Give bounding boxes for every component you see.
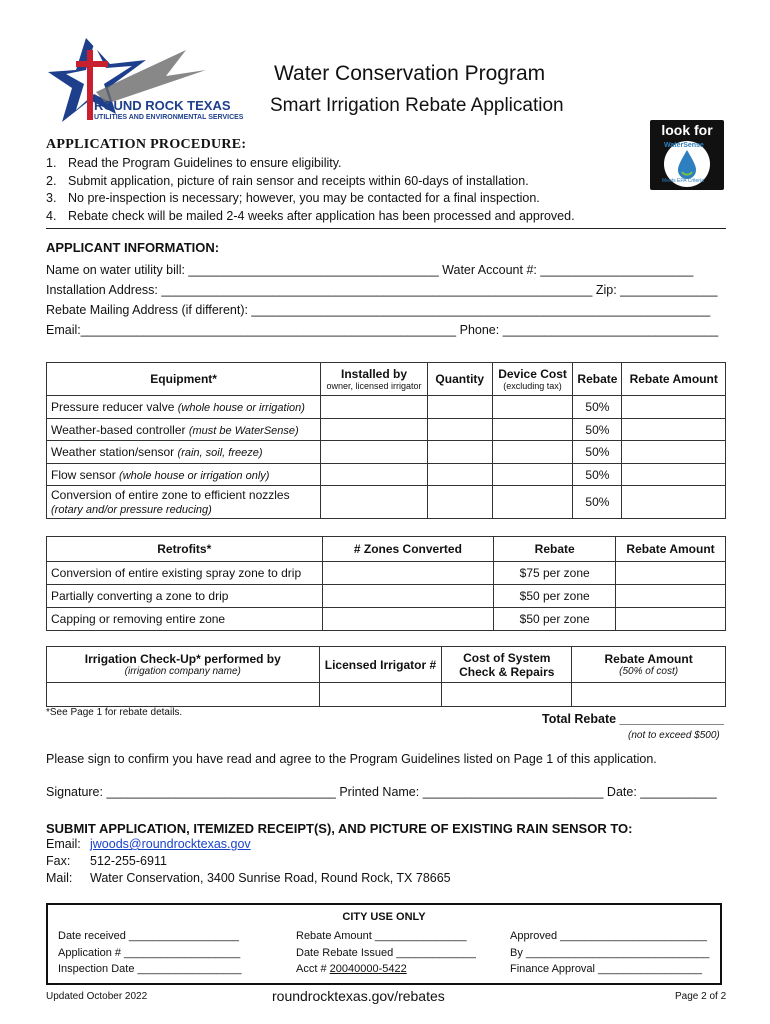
watersense-badge bbox=[650, 120, 724, 190]
col-installed-by: Installed by owner, licensed irrigator bbox=[321, 363, 428, 396]
footer-updated: Updated October 2022 bbox=[46, 991, 148, 1002]
footer-page-number: Page 2 of 2 bbox=[675, 991, 727, 1002]
col-rebate: Rebate bbox=[573, 363, 622, 396]
device-cost-cell[interactable] bbox=[492, 419, 573, 441]
logo-text: ROUND ROCK TEXAS bbox=[94, 98, 231, 113]
procedure-step: 4. Rebate check will be mailed 2-4 weeks after application has been processed and approved. bbox=[46, 208, 575, 223]
confirm-text: Please sign to confirm you have read and agree to the Program Guidelines listed on Page 1 of this application. bbox=[46, 752, 657, 766]
quantity-cell[interactable] bbox=[427, 464, 492, 486]
page-title: Water Conservation Program bbox=[274, 62, 546, 85]
acct-number: 20040000-5422 bbox=[329, 963, 407, 975]
col-device-cost: Device Cost (excluding tax) bbox=[492, 363, 573, 396]
retrofit-header-row bbox=[47, 537, 726, 562]
submit-fax: Fax: 512-255-6911 bbox=[46, 854, 167, 868]
table-row: Pressure reducer valve (whole house or irrigation) 50% bbox=[47, 396, 726, 419]
company-cell[interactable] bbox=[47, 683, 320, 707]
device-cost-cell[interactable] bbox=[492, 464, 573, 486]
installed-by-cell[interactable] bbox=[321, 486, 428, 519]
table-row: Flow sensor (whole house or irrigation only) 50% bbox=[47, 464, 726, 486]
email-link[interactable]: jwoods@roundrocktexas.gov bbox=[90, 837, 251, 851]
watersense-brand: WaterSense bbox=[664, 142, 704, 149]
mailing-address-field[interactable]: Rebate Mailing Address (if different): __________________________________________________________________ bbox=[46, 303, 711, 317]
cost-cell[interactable] bbox=[442, 683, 572, 707]
city-col-3: Approved ________________________ By ______________________________ Finance Approval _________________ bbox=[510, 930, 710, 975]
quantity-cell[interactable] bbox=[427, 441, 492, 464]
device-cost-cell[interactable] bbox=[492, 486, 573, 519]
device-cost-cell[interactable] bbox=[492, 441, 573, 464]
col-retrofits: Retrofits* bbox=[47, 537, 323, 562]
logo-subtext: UTILITIES AND ENVIRONMENTAL SERVICES bbox=[94, 114, 244, 121]
procedure-heading: APPLICATION PROCEDURE: bbox=[46, 137, 247, 152]
procedure-step: 2. Submit application, picture of rain sensor and receipts within 60-days of installation. bbox=[46, 173, 529, 188]
email-phone-fields[interactable]: Email:______________________________________________________ Phone: _______________________________ bbox=[46, 323, 719, 337]
zones-cell[interactable] bbox=[322, 608, 494, 631]
equipment-table bbox=[46, 362, 726, 519]
total-rebate-note: (not to exceed $500) bbox=[628, 730, 720, 741]
installed-by-cell[interactable] bbox=[321, 396, 428, 419]
round-rock-logo bbox=[46, 30, 246, 130]
applicant-heading: APPLICANT INFORMATION: bbox=[46, 240, 220, 255]
watersense-look-for: look for bbox=[661, 122, 713, 138]
table-row: Conversion of entire existing spray zone to drip $75 per zone bbox=[47, 562, 726, 585]
table-row: Weather-based controller (must be WaterSense) 50% bbox=[47, 419, 726, 441]
total-rebate-field[interactable]: Total Rebate _______________ bbox=[542, 712, 724, 726]
table-row bbox=[47, 683, 726, 707]
retrofit-table bbox=[46, 536, 726, 631]
quantity-cell[interactable] bbox=[427, 396, 492, 419]
col-rebate-amount: Rebate Amount bbox=[616, 537, 726, 562]
col-checkup: Irrigation Check-Up* performed by (irrigation company name) bbox=[47, 647, 320, 683]
submit-email: Email: jwoods@roundrocktexas.gov bbox=[46, 837, 251, 851]
rebate-amount-cell[interactable] bbox=[622, 486, 726, 519]
col-quantity: Quantity bbox=[427, 363, 492, 396]
rebate-amount-cell[interactable] bbox=[622, 396, 726, 419]
irrigator-cell[interactable] bbox=[319, 683, 442, 707]
rebate-amount-cell[interactable] bbox=[622, 464, 726, 486]
device-cost-cell[interactable] bbox=[492, 396, 573, 419]
rebate-amount-cell[interactable] bbox=[622, 441, 726, 464]
divider bbox=[46, 228, 726, 229]
rebate-amount-cell[interactable] bbox=[616, 562, 726, 585]
installed-by-cell[interactable] bbox=[321, 441, 428, 464]
rebate-amount-cell[interactable] bbox=[616, 585, 726, 608]
quantity-cell[interactable] bbox=[427, 486, 492, 519]
col-rebate-amount: Rebate Amount bbox=[622, 363, 726, 396]
submit-heading: SUBMIT APPLICATION, ITEMIZED RECEIPT(S), AND PICTURE OF EXISTING RAIN SENSOR TO: bbox=[46, 821, 633, 836]
signature-fields[interactable]: Signature: _________________________________ Printed Name: __________________________ Date: ___________ bbox=[46, 785, 717, 799]
footer-url[interactable]: roundrocktexas.gov/rebates bbox=[272, 988, 445, 1004]
col-licensed-irrigator: Licensed Irrigator # bbox=[319, 647, 442, 683]
procedure-steps bbox=[46, 155, 575, 225]
table-row: Conversion of entire zone to efficient nozzles (rotary and/or pressure reducing) 50% bbox=[47, 486, 726, 519]
col-system-check-cost: Cost of System Check & Repairs bbox=[442, 647, 572, 683]
rebate-amount-cell[interactable] bbox=[616, 608, 726, 631]
submit-mail: Mail: Water Conservation, 3400 Sunrise Road, Round Rock, TX 78665 bbox=[46, 871, 451, 885]
address-zip-fields[interactable]: Installation Address: ______________________________________________________________ Zip: ______________ bbox=[46, 283, 718, 297]
zones-cell[interactable] bbox=[322, 562, 494, 585]
city-use-box bbox=[46, 903, 722, 985]
checkup-table bbox=[46, 646, 726, 707]
rebate-amount-cell[interactable] bbox=[572, 683, 726, 707]
city-col-1: Date received __________________ Application # ___________________ Inspection Date _________________ bbox=[58, 930, 242, 975]
col-zones: # Zones Converted bbox=[322, 537, 494, 562]
rebate-amount-cell[interactable] bbox=[622, 419, 726, 441]
city-use-heading: CITY USE ONLY bbox=[342, 911, 426, 923]
city-col-2: Rebate Amount _______________ Date Rebate Issued _____________ Acct # 20040000-5422 bbox=[296, 930, 476, 975]
checkup-header-row bbox=[47, 647, 726, 683]
col-equipment: Equipment* bbox=[47, 363, 321, 396]
col-rebate: Rebate bbox=[494, 537, 616, 562]
table-row: Capping or removing entire zone $50 per zone bbox=[47, 608, 726, 631]
col-rebate-amount: Rebate Amount (50% of cost) bbox=[572, 647, 726, 683]
name-account-fields[interactable]: Name on water utility bill: ____________________________________ Water Account #: ______________________ bbox=[46, 263, 694, 277]
procedure-step: 1. Read the Program Guidelines to ensure eligibility. bbox=[46, 156, 342, 170]
equipment-header-row bbox=[47, 363, 726, 396]
table-row: Partially converting a zone to drip $50 per zone bbox=[47, 585, 726, 608]
footnote: *See Page 1 for rebate details. bbox=[46, 707, 183, 718]
procedure-step: 3. No pre-inspection is necessary; however, you may be contacted for a final inspection. bbox=[46, 191, 540, 205]
quantity-cell[interactable] bbox=[427, 419, 492, 441]
watersense-tag: Meets EPA Criteria bbox=[662, 178, 704, 184]
zones-cell[interactable] bbox=[322, 585, 494, 608]
installed-by-cell[interactable] bbox=[321, 464, 428, 486]
installed-by-cell[interactable] bbox=[321, 419, 428, 441]
page-subtitle: Smart Irrigation Rebate Application bbox=[270, 95, 564, 116]
table-row: Weather station/sensor (rain, soil, freeze) 50% bbox=[47, 441, 726, 464]
